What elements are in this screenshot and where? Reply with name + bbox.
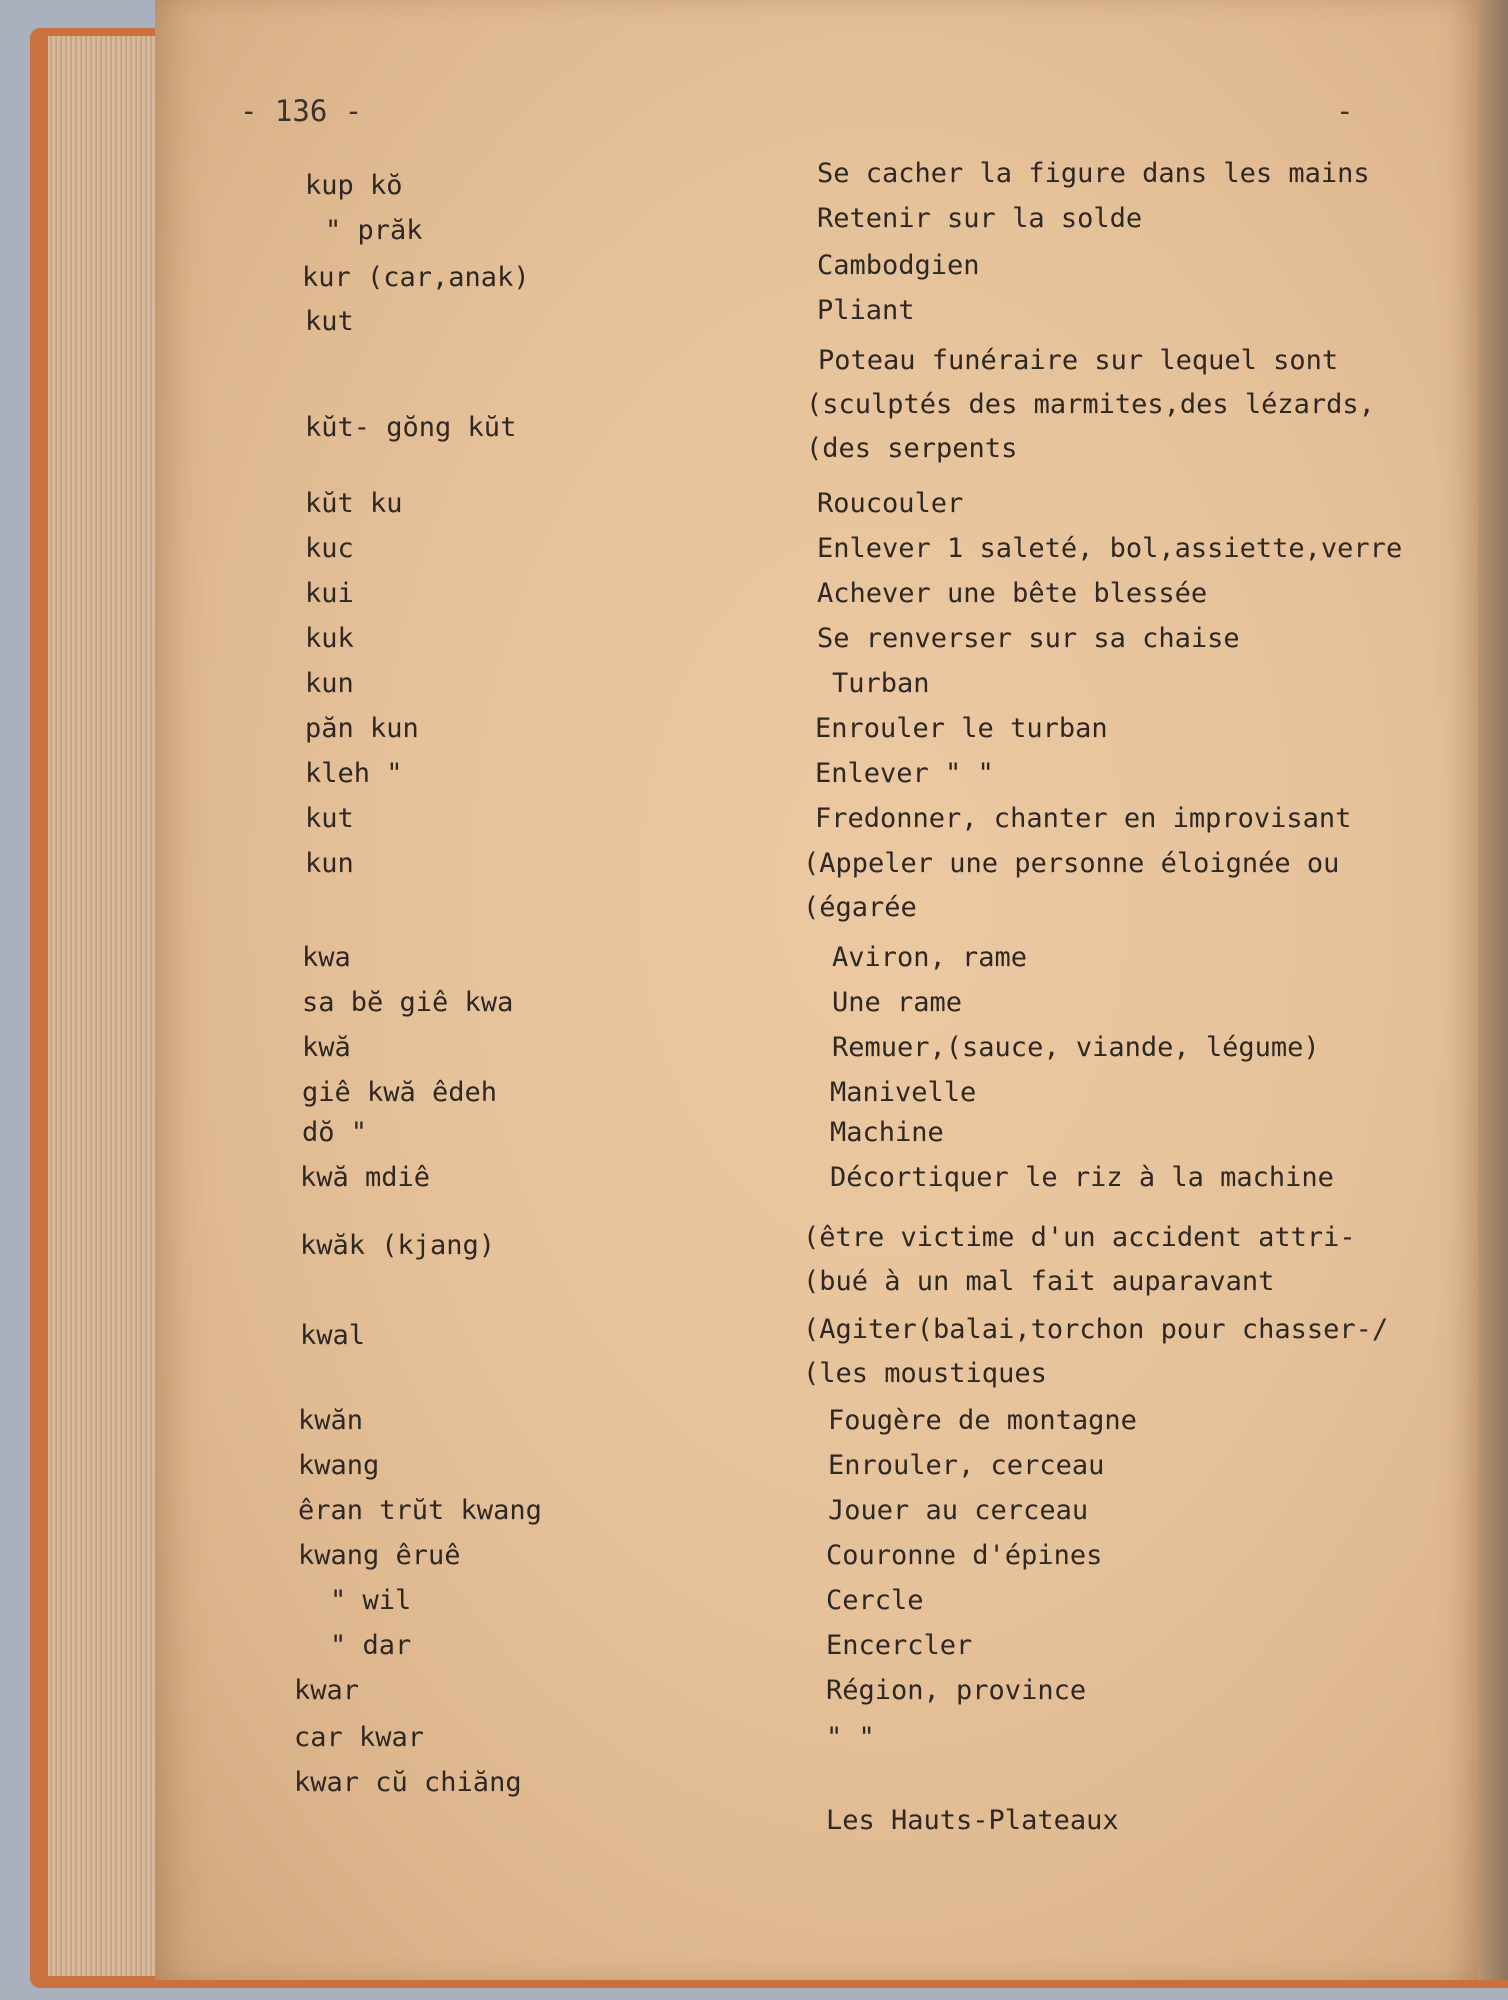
entry-term: sa bĕ giê kwa (302, 987, 514, 1018)
entry-definition-line: (les moustiques (803, 1358, 1047, 1389)
entry-term: kwal (300, 1320, 366, 1351)
entry-definition-line: Remuer,(sauce, viande, légume) (832, 1032, 1320, 1063)
entry-definition-line: Pliant (817, 295, 915, 326)
entry-definition-line: (sculptés des marmites,des lézards, (806, 389, 1375, 420)
entry-term: kwă mdiê (300, 1162, 431, 1193)
entry-term: kwă (302, 1032, 351, 1063)
entry-term: kut (305, 803, 354, 834)
entry-definition-line: Retenir sur la solde (817, 203, 1143, 234)
entry-term: êran trŭt kwang (298, 1495, 542, 1526)
entry-definition-line: (être victime d'un accident attri- (803, 1222, 1356, 1253)
entry-term: kleh " (305, 758, 403, 789)
entry-definition-line: Jouer au cerceau (828, 1495, 1089, 1526)
entry-definition-line: Cercle (826, 1585, 924, 1616)
entry-term: kwăn (298, 1405, 364, 1436)
entry-definition-line: Couronne d'épines (826, 1540, 1103, 1571)
entry-term: kui (305, 578, 354, 609)
entry-term: kwăk (kjang) (300, 1230, 496, 1261)
entry-definition-line: Les Hauts-Plateaux (826, 1805, 1119, 1836)
entry-definition-line: Fredonner, chanter en improvisant (815, 803, 1352, 834)
entry-term: kur (car,anak) (302, 262, 530, 293)
entry-term: kŭt ku (305, 488, 403, 519)
entry-term: kuc (305, 533, 354, 564)
entry-definition-line: Enlever " " (815, 758, 994, 789)
entry-term: kup kŏ (305, 170, 403, 201)
entry-definition-line: (Appeler une personne éloignée ou (803, 848, 1340, 879)
entry-definition-line: Encercler (826, 1630, 973, 1661)
entry-definition-line: " " (826, 1722, 875, 1753)
entry-term: kuk (305, 623, 354, 654)
page-number: - 136 - (240, 94, 363, 128)
header-right-mark: - (1336, 94, 1354, 128)
entry-definition-line: Roucouler (817, 488, 964, 519)
entry-definition-line: Enrouler, cerceau (828, 1450, 1105, 1481)
entry-definition-line: Région, province (826, 1675, 1087, 1706)
entry-term: kun (305, 848, 354, 879)
entry-definition-line: (Agiter(balai,torchon pour chasser-/ (803, 1314, 1389, 1345)
entry-definition-line: Se cacher la figure dans les mains (817, 158, 1370, 189)
entry-definition-line: Fougère de montagne (828, 1405, 1137, 1436)
entry-term: păn kun (305, 713, 419, 744)
entry-term: " wil (330, 1585, 412, 1616)
entry-term: kwang êruê (298, 1540, 461, 1571)
entry-term: giê kwă êdeh (302, 1077, 498, 1108)
entry-definition-line: Achever une bête blessée (817, 578, 1208, 609)
entry-definition-line: Manivelle (830, 1077, 977, 1108)
entry-definition-line: (bué à un mal fait auparavant (803, 1266, 1275, 1297)
entry-term: " dar (330, 1630, 412, 1661)
entry-definition-line: Se renverser sur sa chaise (817, 623, 1240, 654)
entry-definition-line: (des serpents (806, 433, 1018, 464)
entry-definition-line: Poteau funéraire sur lequel sont (818, 345, 1339, 376)
entry-term: car kwar (294, 1722, 425, 1753)
entry-term: kun (305, 668, 354, 699)
entry-definition-line: Cambodgien (817, 250, 980, 281)
entry-definition-line: Machine (830, 1117, 944, 1148)
entry-term: kwar cŭ chiăng (294, 1767, 522, 1798)
entry-term: " prăk (325, 215, 423, 246)
entry-definition-line: Décortiquer le riz à la machine (830, 1162, 1334, 1193)
entry-term: kut (305, 306, 354, 337)
entry-term: kŭt- gŏng kŭt (305, 412, 517, 443)
entry-term: kwa (302, 942, 351, 973)
entry-definition-line: Enrouler le turban (815, 713, 1108, 744)
entry-definition-line: (égarée (803, 892, 917, 923)
entry-term: dŏ " (302, 1117, 368, 1148)
entry-definition-line: Aviron, rame (832, 942, 1028, 973)
entry-term: kwang (298, 1450, 380, 1481)
entry-term: kwar (294, 1675, 360, 1706)
entry-definition-line: Une rame (832, 987, 963, 1018)
entry-definition-line: Enlever 1 saleté, bol,assiette,verre (817, 533, 1403, 564)
entry-definition-line: Turban (832, 668, 930, 699)
